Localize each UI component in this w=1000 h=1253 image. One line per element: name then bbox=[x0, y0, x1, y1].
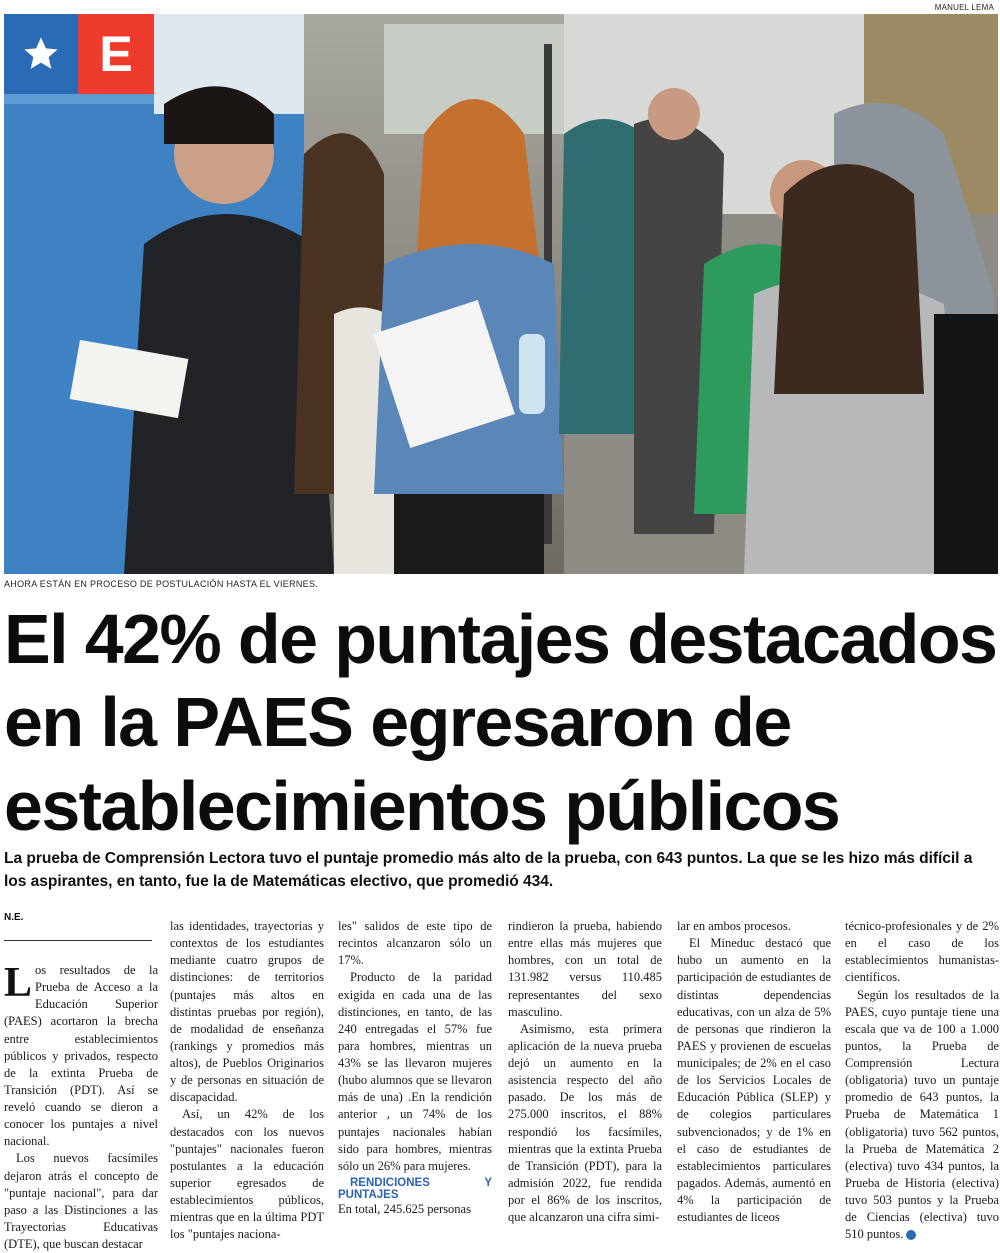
paragraph: técnico-profesionales y de 2% en el caso de los establecimientos humanistas-científicos. bbox=[845, 919, 999, 985]
paragraph: les" salidos de este tipo de recintos alcanzaron sólo un 17%. bbox=[338, 919, 492, 968]
section-letter: E bbox=[78, 14, 154, 94]
paragraph: os resultados de la Prueba de Acceso a la Educación Superior (PAES) acortaron la brecha entre establecimientos públicos y privados, respecto de la extinta Prueba de Transición (PDT). Así se reveló cuando se dieron a conocer los puntajes a nivel nacional. bbox=[4, 963, 158, 1149]
paragraph: Según los resultados de la PAES, cuyo puntaje tiene una escala que va de 100 a 1.000 puntos, la Prueba de Comprensión Lectura (obligatoria) tuvo un puntaje promedio de 643 puntos, la Prueba de Matemática 1 (obligatoria) tuvo 562 puntos, la Prueba de Matemática 2 (electiva) tuvo 434 puntos, la Prueba de Historia (electiva) tuvo 503 puntos y la Prueba de Ciencias (electiva) tuvo 510 puntos. bbox=[845, 987, 999, 1242]
subheading: RENDICIONES Y PUNTAJES bbox=[338, 1176, 492, 1201]
section-logo bbox=[4, 14, 154, 94]
paragraph: Los nuevos facsímiles dejaron atrás el concepto de "puntaje nacional", para dar paso a las Distinciones a las Trayectorias Educativas (DTE), que buscan destacar bbox=[4, 1151, 158, 1251]
article-column-6 bbox=[845, 918, 999, 1243]
news-photo bbox=[4, 14, 998, 574]
headline: El 42% de puntajes destacados en la PAES egresaron de establecimientos públicos bbox=[4, 600, 997, 845]
drop-cap: L bbox=[4, 960, 33, 1006]
deck: La prueba de Comprensión Lectora tuvo el puntaje promedio más alto de la prueba, con 643 puntos. La que se les hizo más difícil a los aspirantes, en tanto, fue la de Matemáticas electivo, que promedió 434. bbox=[4, 850, 973, 890]
paragraph: rindieron la prueba, habiendo entre ellas más mujeres que hombres, con un total de 131.982 versus 110.485 representantes del sexo masculino. bbox=[508, 919, 662, 1019]
paragraph: En total, 245.625 personas bbox=[338, 1201, 471, 1216]
article-column-3 bbox=[338, 918, 492, 1218]
star-icon bbox=[4, 14, 78, 94]
paragraph: El Mineduc destacó que hubo un aumento en la participación de estudiantes de distintas dependencias educativas, con un alza de 5% de personas que rindieron la PAES y provienen de escuelas municipales; de 2% en el caso de los Servicios Locales de Educación Pública (SLEP) y de colegios particulares subvencionados; y de 1% en el caso de estudiantes de establecimientos particulares pagados. Además, aumentó en 4% la participación de estudiantes de liceos bbox=[677, 936, 831, 1225]
article-column-5 bbox=[677, 918, 831, 1226]
article-column-2 bbox=[170, 918, 324, 1243]
paragraph: Producto de la paridad exigida en cada una de las distinciones, en tanto, de las 240 entregadas el 57% fue para hombres, mientras un 43% se las llevaron mujeres (hubo alumnos que se llevaron más de una) .En la rendición anterior , un 74% de los puntajes nacionales habían sido para hombres, mientras sólo un 26% para mujeres. bbox=[338, 970, 492, 1173]
article-column-4 bbox=[508, 918, 662, 1226]
byline: N.E. bbox=[4, 912, 24, 923]
paragraph: las identidades, trayectorias y contextos de los estudiantes mediante cuatro grupos de distinciones: de territorios (puntajes más altos en distintas pruebas por región), de modalidad de enseñanza (rankings y promedios más altos), de Pueblos Originarios y de personas en situación de discapacidad. bbox=[170, 919, 324, 1105]
photo-credit: MANUEL LEMA bbox=[934, 3, 994, 12]
end-mark-icon: ✪ bbox=[906, 1230, 916, 1240]
photo-caption: AHORA ESTÁN EN PROCESO DE POSTULACIÓN HASTA EL VIERNES. bbox=[4, 579, 319, 589]
byline-divider bbox=[4, 940, 152, 941]
paragraph: Asimismo, esta primera aplicación de la nueva prueba dejó un aumento en la asistencia respecto del año pasado. De los más de 275.000 inscritos, el 88% respondió los facsímiles, mientras que la extinta Prueba de Transición (PDT), para la admisión 2022, fue rendida por el 86% de los inscritos, que alcanzaron una cifra simi- bbox=[508, 1021, 662, 1225]
paragraph: Así, un 42% de los destacados con los nuevos "puntajes" nacionales fueron postulantes a la educación superior egresados de establecimientos públicos, mientras que en la última PDT los "puntajes naciona- bbox=[170, 1107, 324, 1242]
paragraph: lar en ambos procesos. bbox=[677, 919, 791, 933]
article-column-1 bbox=[4, 962, 158, 1253]
